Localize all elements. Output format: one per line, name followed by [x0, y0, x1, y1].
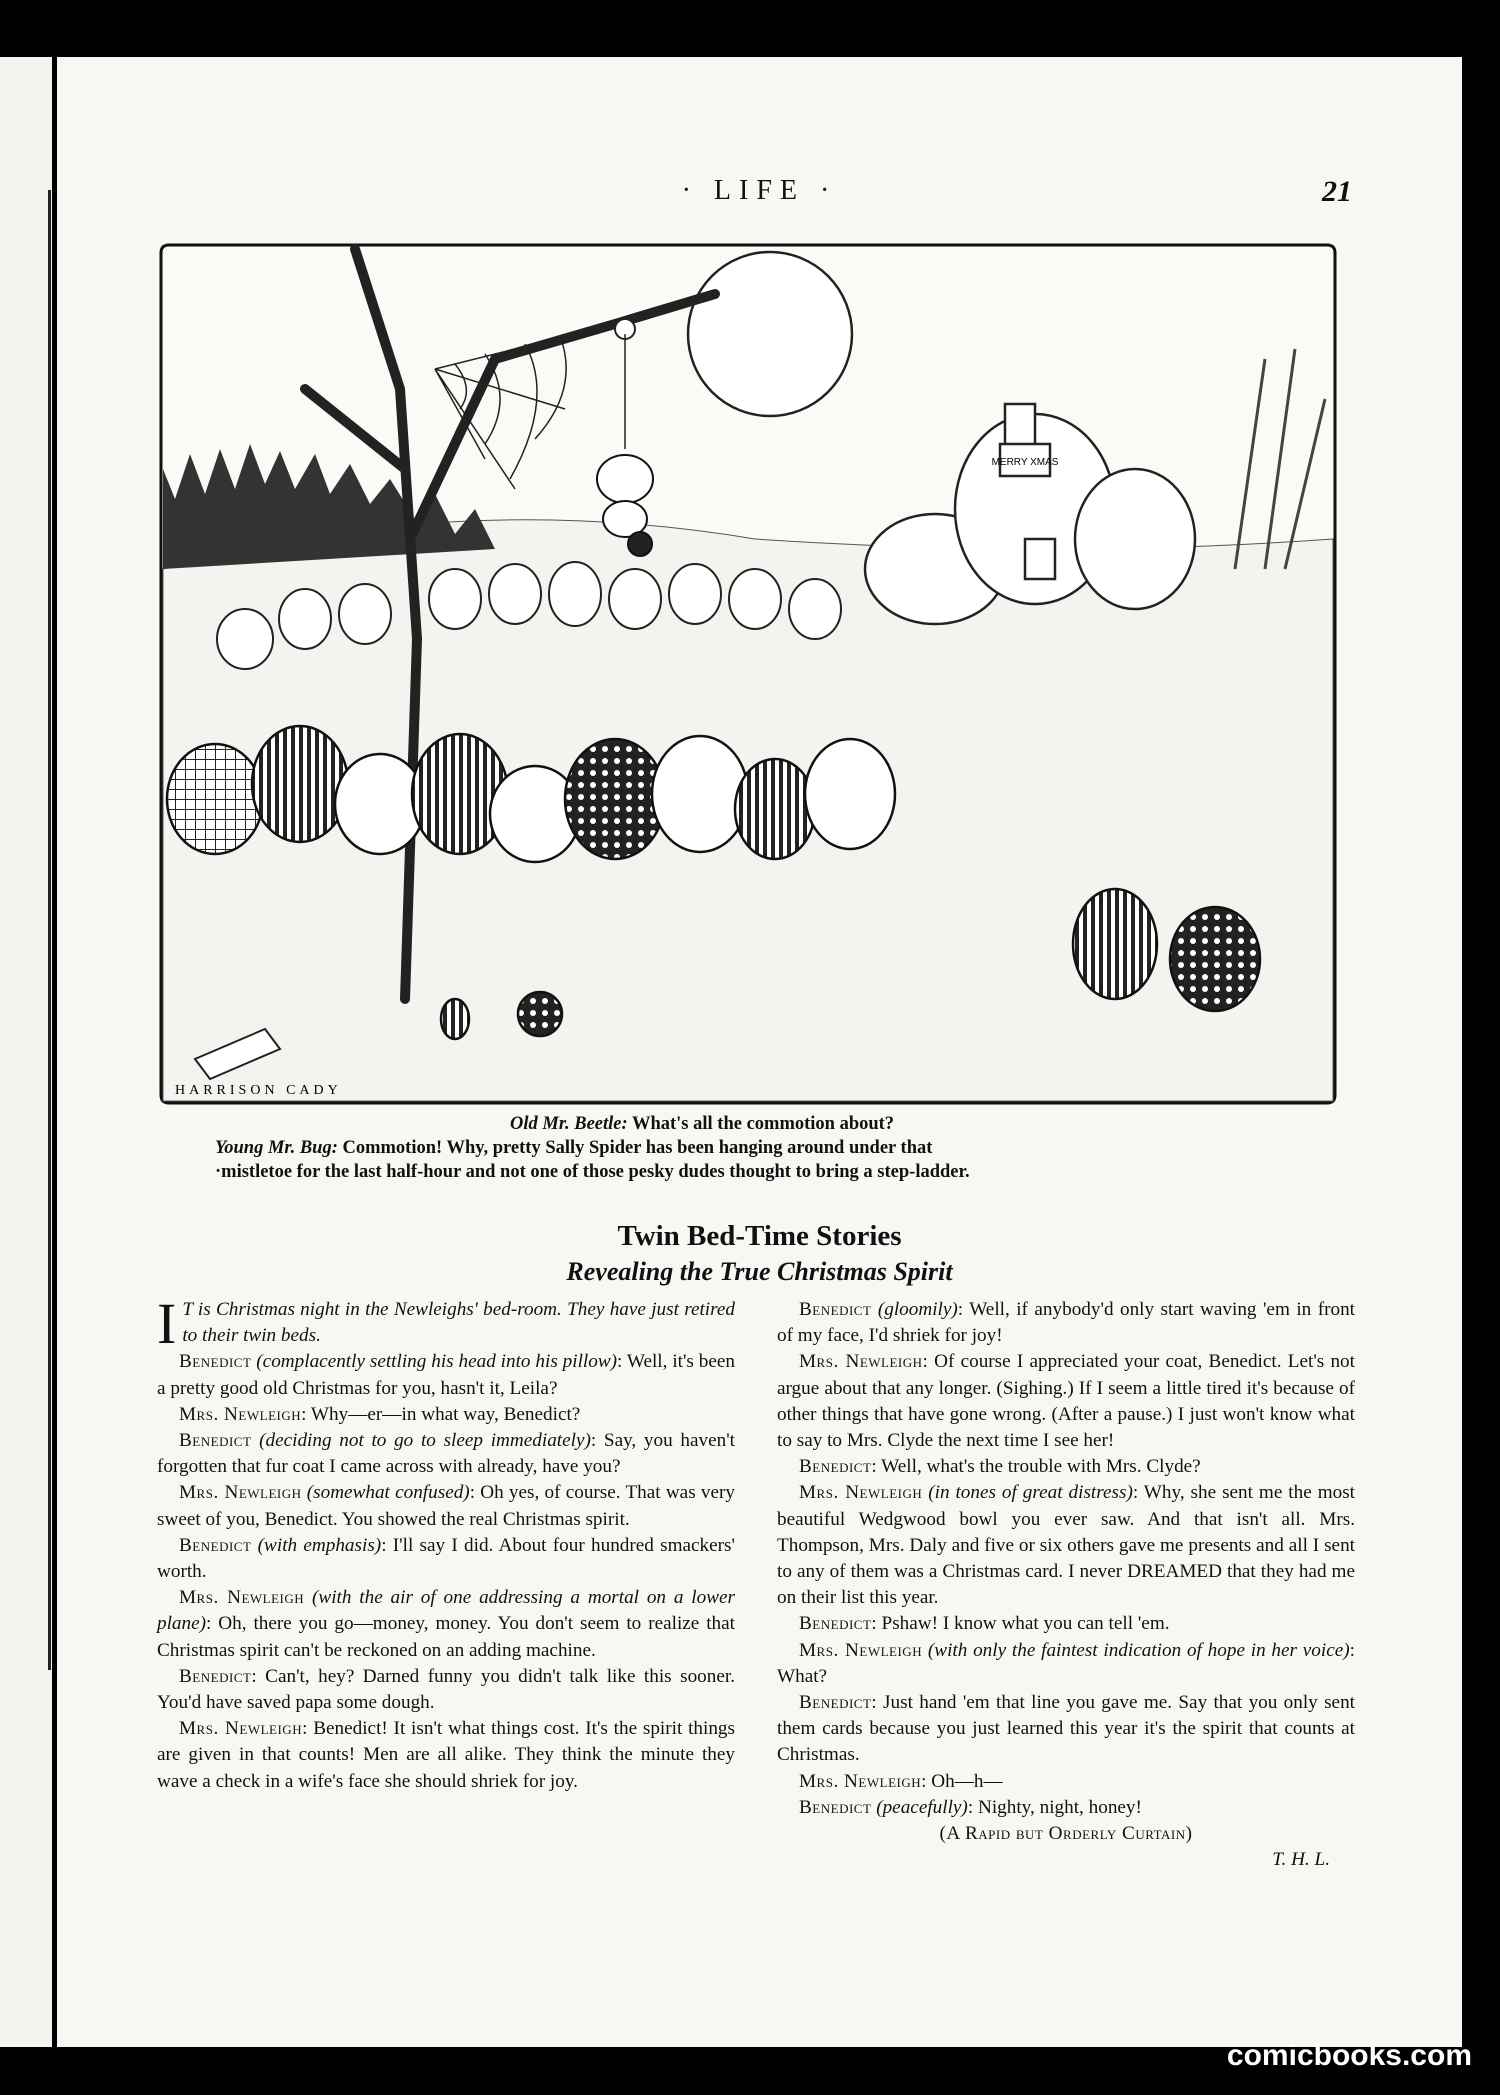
speaker-name: Benedict: [179, 1534, 252, 1556]
speaker-name: Mrs. Newleigh: [799, 1351, 923, 1373]
speaker-name: Benedict: [799, 1299, 872, 1320]
article-subtitle: Revealing the True Christmas Spirit: [566, 1257, 953, 1286]
dialogue-text: : What?: [777, 1639, 1355, 1687]
caption-text: Commotion! Why, pretty Sally Spider has been hanging around under that: [342, 1138, 933, 1158]
speaker-name: Mrs. Newleigh: [799, 1770, 922, 1792]
dialogue-line: [157, 1533, 735, 1585]
dialogue-text: : Oh, there you go—money, money. You don't seem to realize that Christmas spirit can't be reckoned on an adding machine.: [157, 1613, 735, 1661]
magazine-page: [57, 57, 1462, 2047]
stage-direction: (with the air of one addressing a mortal on a lower plane): [157, 1587, 735, 1635]
speaker-name: Benedict: [179, 1351, 252, 1373]
dialogue-line: [777, 1297, 1355, 1349]
dialogue-text: : Well, if anybody'd only start waving 'em in front of my face, I'd shriek for joy!: [777, 1299, 1355, 1347]
speaker-name: Mrs. Newleigh: [179, 1587, 305, 1609]
dialogue-text: : Pshaw! I know what you can tell 'em.: [871, 1613, 1170, 1635]
speaker-name: Mrs. Newleigh: [179, 1718, 303, 1740]
dialogue-text: : Can't, hey? Darned funny you didn't talk like this sooner. You'd have saved papa some dough.: [157, 1665, 735, 1714]
speaker-name: Mrs. Newleigh: [179, 1403, 302, 1425]
dialogue-line: [157, 1428, 735, 1480]
dialogue-line: [777, 1638, 1355, 1690]
speaker-name: Benedict: [179, 1430, 252, 1452]
running-head: · LIFE ·: [681, 175, 838, 206]
speaker-name: Benedict: [799, 1692, 872, 1714]
dialogue-text: : Say, you haven't forgotten that fur coat I came across with already, have you?: [157, 1430, 736, 1478]
moon: [688, 252, 852, 416]
curtain-line: (A Rapid but Orderly Curtain): [939, 1823, 1193, 1845]
dialogue-text: : Nighty, night, honey!: [967, 1796, 1142, 1818]
cartoon-illustration: [155, 239, 1341, 1109]
author-signature: T. H. L.: [1272, 1849, 1330, 1871]
dialogue-text: : Why, she sent me the most beautiful Wedgwood bowl you ever saw. And that isn't all. Mrs. Thompson, Mrs. Daly and five or six others gave me presents and all I sent to any of them was a Christmas card. I never DREAMED that they had me on their list this year.: [777, 1482, 1356, 1609]
article-column-right: [777, 1297, 1355, 1873]
dialogue-line: [777, 1480, 1355, 1611]
stage-direction: (with only the faintest indication of hope in her voice): [927, 1639, 1350, 1661]
speaker-name: Benedict: [179, 1665, 252, 1687]
watermark: comicbooks.com: [1226, 2039, 1472, 2072]
dialogue-text: : Of course I appreciated your coat, Benedict. Let's not argue about that any longer. (Sighing.) If I seem a little tired it's because of other things that have gone wrong. (After a pause.) I just won't know what to say to Mrs. Clyde the next time I see her!: [777, 1351, 1355, 1452]
dialogue-text: : Benedict! It isn't what things cost. It's the spirit things are given in that counts! Men are all alike. They think the minute they wave a check in a wife's face she should shriek for joy.: [157, 1718, 735, 1792]
dialogue-line: [777, 1795, 1355, 1821]
dialogue-text: : Just hand 'em that line you gave me. Say that you only sent them cards because you just learned this year it's the spirit that counts at Christmas.: [777, 1692, 1355, 1766]
dialogue-line: [777, 1690, 1355, 1769]
stage-direction: (with emphasis): [257, 1534, 382, 1556]
speaker-name: Mrs. Newleigh: [799, 1482, 923, 1504]
dialogue-line: [777, 1769, 1355, 1795]
caption-line: [215, 1112, 1315, 1136]
stage-direction: (in tones of great distress): [928, 1482, 1133, 1504]
page-number: 21: [1322, 175, 1352, 208]
cartoon-caption: [215, 1112, 1315, 1184]
stage-direction: (somewhat confused): [306, 1482, 470, 1504]
dialogue-text: : Oh—h—: [921, 1770, 1003, 1792]
stage-direction: (gloomily): [877, 1299, 958, 1320]
dialogue-line: [157, 1716, 735, 1795]
article-title: Twin Bed-Time Stories: [617, 1220, 902, 1252]
caption-line: [215, 1160, 1315, 1184]
dialogue-line: [777, 1454, 1355, 1480]
dialogue-line: [157, 1480, 735, 1532]
stage-direction: (complacently settling his head into his pillow): [256, 1351, 618, 1373]
speaker-name: Mrs. Newleigh: [179, 1482, 302, 1504]
dialogue-text: : I'll say I did. About four hundred smackers' worth.: [157, 1534, 735, 1583]
article-column-left: [157, 1291, 736, 1795]
dialogue-line: [157, 1349, 735, 1401]
dialogue-text: : Why—er—in what way, Benedict?: [301, 1403, 581, 1425]
dialogue-line: [777, 1611, 1355, 1637]
dialogue-text: : Well, it's been a pretty good old Christmas for you, hasn't it, Leila?: [157, 1351, 735, 1399]
drop-cap: I: [157, 1291, 177, 1356]
merry-xmas-sign: MERRY XMAS: [991, 457, 1059, 468]
dialogue-text: : Well, what's the trouble with Mrs. Clyde?: [871, 1456, 1201, 1478]
stage-direction: (peacefully): [876, 1796, 968, 1818]
speaker-name: Benedict: [799, 1613, 872, 1635]
speaker-name: Benedict: [799, 1456, 872, 1478]
intro-text: T is Christmas night in the Newleighs' bed-room. They have just retired to their twin beds.: [182, 1299, 735, 1347]
dialogue-line: [157, 1585, 735, 1664]
caption-speaker: Old Mr. Beetle:: [510, 1114, 628, 1134]
caption-speaker: Young Mr. Bug:: [215, 1138, 338, 1158]
stage-direction: (deciding not to go to sleep immediately): [259, 1430, 591, 1452]
binding-thread: [48, 190, 51, 1670]
caption-text: ·mistletoe for the last half-hour and not one of those pesky dudes thought to bring a step-ladder.: [215, 1162, 970, 1182]
dialogue-text: : Oh yes, of course. That was very sweet of you, Benedict. You showed the real Christmas spirit.: [157, 1482, 735, 1530]
caption-line: [215, 1136, 1315, 1160]
speaker-name: Mrs. Newleigh: [799, 1639, 923, 1661]
artist-signature: HARRISON CADY: [175, 1083, 342, 1098]
article-intro: [157, 1291, 735, 1356]
previous-page-edge: [0, 57, 52, 2047]
dialogue-line: [157, 1664, 735, 1716]
dialogue-line: [777, 1349, 1355, 1454]
speaker-name: Benedict: [799, 1796, 872, 1818]
caption-text: What's all the commotion about?: [631, 1114, 895, 1134]
page-header: [57, 175, 1462, 215]
dialogue-line: [157, 1402, 735, 1428]
